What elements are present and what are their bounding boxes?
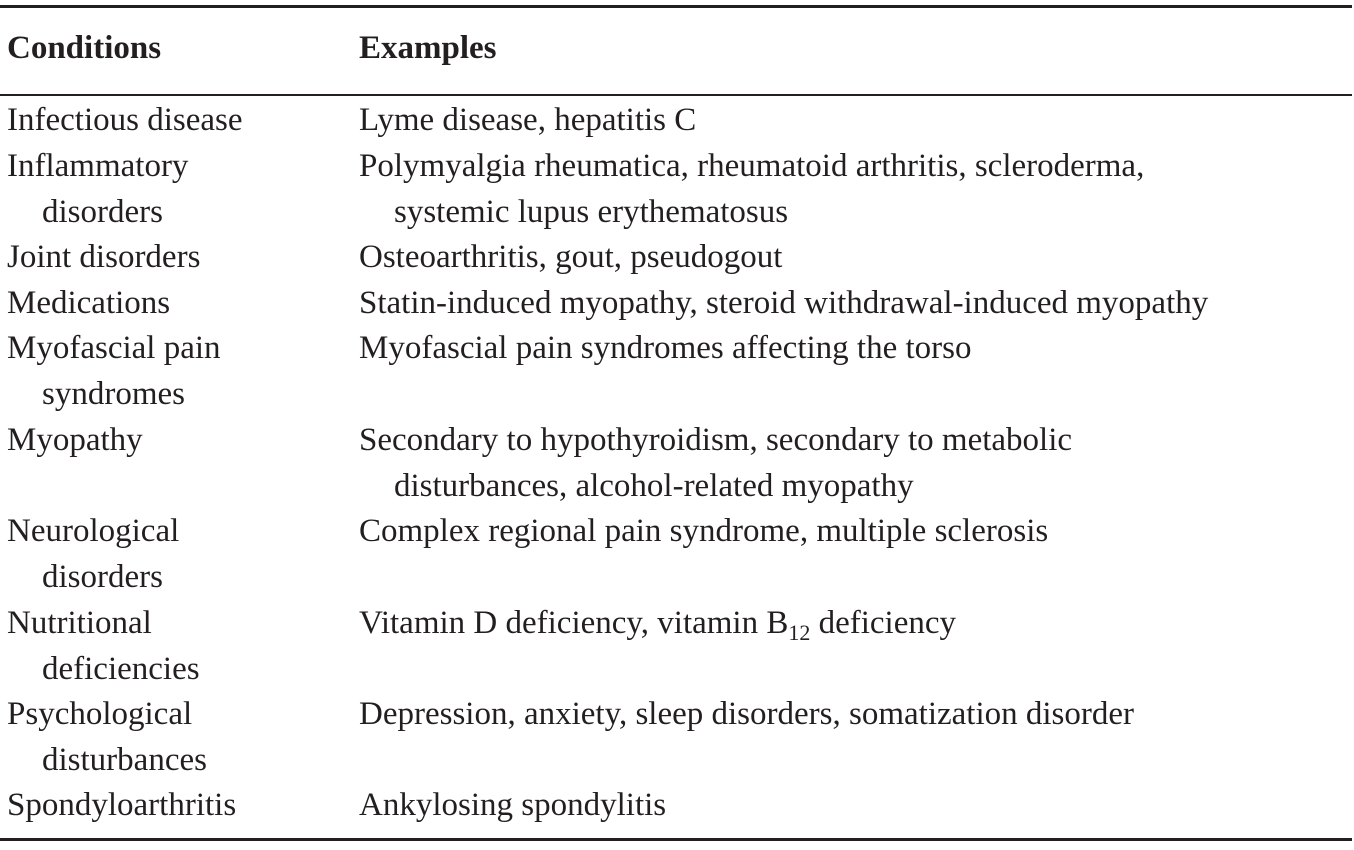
row-condition [7,234,200,280]
row-condition [7,143,188,235]
header-conditions: Conditions [7,30,162,66]
examples-text-tail: deficiency [810,605,957,641]
condition-text: Spondyloarthritis [7,787,237,823]
condition-text-cont: disturbances [42,742,207,778]
row-examples [359,234,782,280]
condition-text: Medications [7,285,171,321]
examples-text: Complex regional pain syndrome, multiple sclerosis [359,513,1049,549]
row-examples [359,325,971,371]
row-condition [7,600,200,692]
row-condition [7,280,170,326]
examples-text-cont: disturbances, alcohol-related myopathy [394,468,914,504]
row-examples [359,417,1072,509]
condition-text: Joint disorders [7,239,201,275]
row-examples [359,97,696,143]
row-examples [359,508,1048,554]
condition-text: Inflammatory [7,148,189,184]
condition-text-cont: deficiencies [42,651,200,687]
examples-text: Osteoarthritis, gout, pseudogout [359,239,783,275]
condition-text: Myopathy [7,422,143,458]
row-examples [359,143,1144,235]
condition-text-cont: disorders [42,194,163,230]
examples-text: Secondary to hypothyroidism, secondary to metabolic [359,422,1073,458]
condition-text: Infectious disease [7,102,243,138]
condition-text: Nutritional [7,605,152,641]
row-examples [359,782,666,828]
examples-text: Lyme disease, hepatitis C [359,102,697,138]
condition-text: Myofascial pain [7,330,221,366]
examples-text: Statin-induced myopathy, steroid withdrawal-induced myopathy [359,285,1209,321]
header-examples: Examples [359,30,497,66]
condition-text: Psychological [7,696,193,732]
row-condition [7,691,207,783]
row-condition [7,508,179,600]
subscript-12: 12 [788,620,811,645]
row-examples [359,280,1208,326]
examples-text: Polymyalgia rheumatica, rheumatoid arthritis, scleroderma, [359,148,1145,184]
row-condition [7,417,143,463]
row-examples [359,691,1134,737]
examples-text: Ankylosing spondylitis [359,787,667,823]
examples-text: Depression, anxiety, sleep disorders, somatization disorder [359,696,1135,732]
examples-text-cont: systemic lupus erythematosus [394,194,789,230]
condition-text-cont: disorders [42,559,163,595]
header-rule [0,94,1352,96]
row-examples [359,600,956,646]
bottom-rule [0,838,1352,841]
row-condition [7,782,236,828]
condition-text-cont: syndromes [42,376,185,412]
examples-text: Vitamin D deficiency, vitamin B [359,605,789,641]
row-condition [7,325,221,417]
condition-text: Neurological [7,513,180,549]
top-rule [0,5,1352,8]
row-condition [7,97,243,143]
examples-text: Myofascial pain syndromes affecting the torso [359,330,972,366]
